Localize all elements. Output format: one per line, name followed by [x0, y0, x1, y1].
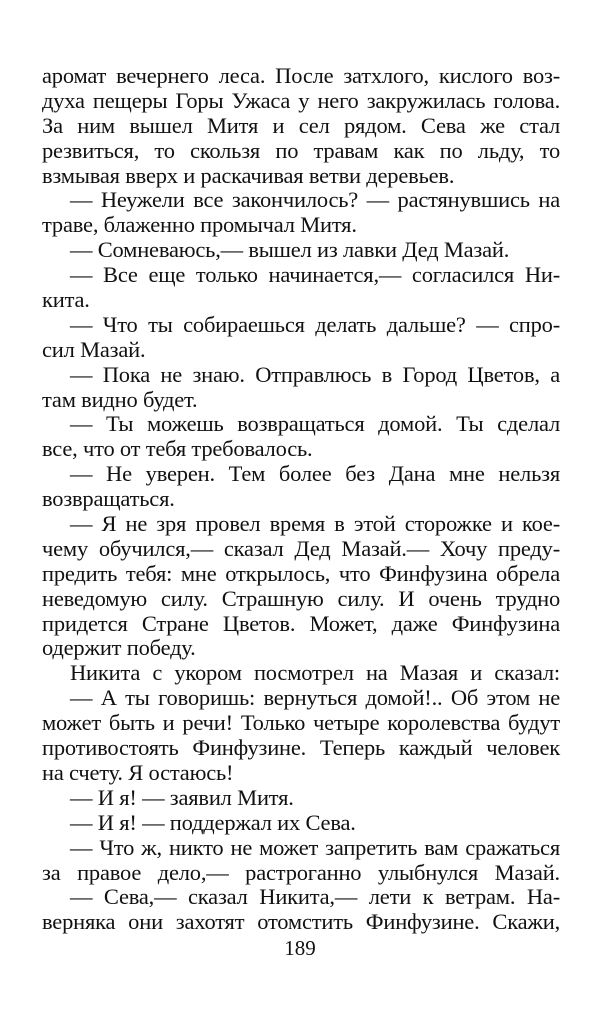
text-line: одержит победу. [42, 635, 196, 661]
text-line: Никита с укором посмотрел на Мазая и сказал: [70, 660, 560, 686]
text-line: резвиться, то скользя по травам как по льду, то [42, 137, 560, 163]
text-line: За ним вышел Митя и сел рядом. Сева же стал [42, 112, 560, 138]
text-line: кита. [42, 287, 90, 313]
text-line: — И я! — заявил Митя. [70, 784, 294, 810]
text-line: духа пещеры Горы Ужаса у него закружилась голова. [42, 87, 560, 113]
text-line: — Я не зря провел время в этой сторожке и кое- [70, 511, 560, 537]
text-line: траве, блаженно промычал Митя. [42, 212, 357, 238]
text-line: — Все еще только начинается,— согласился Ни- [70, 262, 560, 288]
text-line: — И я! — поддержал их Сева. [70, 809, 356, 835]
text-line: сил Мазай. [42, 336, 146, 362]
text-line: — А ты говоришь: вернуться домой!.. Об этом не [70, 685, 560, 711]
text-line: — Неужели все закончилось? — растянувшись на [70, 187, 560, 213]
text-line: там видно будет. [42, 386, 198, 412]
text-line: взмывая вверх и раскачивая ветви деревьев. [42, 162, 455, 188]
text-line: — Что ж, никто не может запретить вам сражаться [70, 834, 560, 860]
text-line: все, что от тебя требовалось. [42, 436, 313, 462]
text-line: верняка они захотят отомстить Финфузине. Скажи, [42, 909, 560, 935]
text-line: противостоять Финфузине. Теперь каждый человек [42, 735, 560, 761]
text-line: на счету. Я остаюсь! [42, 759, 234, 785]
text-line: — Что ты собираешься делать дальше? — спро- [70, 311, 560, 337]
text-line: возвращаться. [42, 486, 175, 512]
text-line: за правое дело,— растроганно улыбнулся Мазай. [42, 859, 560, 885]
text-line: предить тебя: мне открылось, что Финфузина обрела [42, 560, 560, 586]
text-line: аромат вечернего леса. После затхлого, кислого воз- [42, 63, 560, 88]
page-number: 189 [284, 936, 316, 960]
text-line: — Сева,— сказал Никита,— лети к ветрам. На- [70, 884, 560, 910]
text-line: — Не уверен. Тем более без Дана мне нельзя [70, 461, 560, 487]
page-body-text [42, 64, 560, 935]
text-line: неведомую силу. Страшную силу. И очень трудно [42, 585, 560, 611]
text-line: чему обучился,— сказал Дед Мазай.— Хочу преду- [42, 535, 560, 561]
text-line: — Сомневаюсь,— вышел из лавки Дед Мазай. [70, 237, 510, 263]
text-line: — Пока не знаю. Отправлюсь в Город Цветов, а [70, 361, 560, 387]
text-line: может быть и речи! Только четыре королевства будут [42, 710, 560, 736]
text-line: — Ты можешь возвращаться домой. Ты сделал [70, 411, 560, 437]
text-line: придется Стране Цветов. Может, даже Финфузина [42, 610, 560, 636]
